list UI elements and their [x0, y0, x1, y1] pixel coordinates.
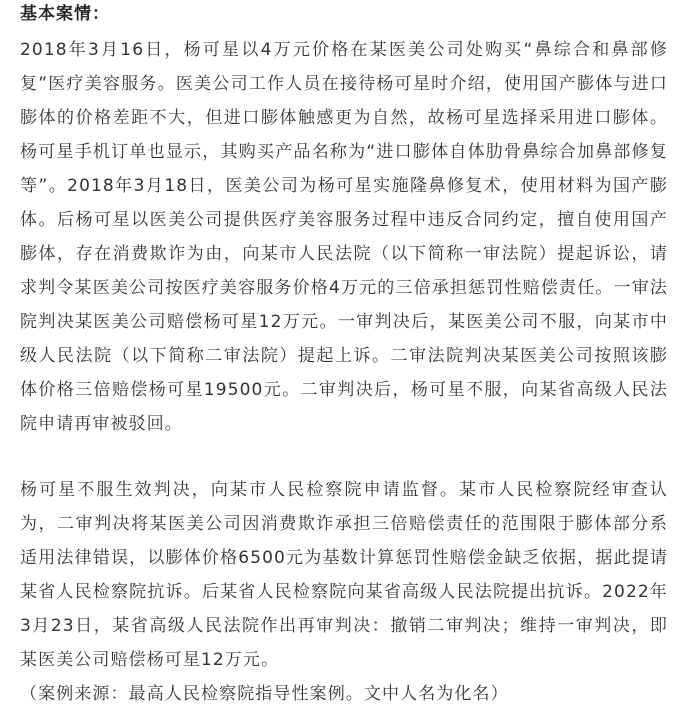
case-paragraph-1: 2018年3月16日，杨可星以4万元价格在某医美公司处购买“鼻综合和鼻部修复”医疗美容服务。医美公司工作人员在接待杨可星时介绍，使用国产膨体与进口膨体的价格差距不大，但进口膨体触感更为自然，故杨可星选择采用进口膨体。杨可星手机订单也显示，其购买产品名称为“进口膨体自体肋骨鼻综合加鼻部修复等”。2018年3月18日，医美公司为杨可星实施隆鼻修复术，使用材料为国产膨体。后杨可星以医美公司提供医疗美容服务过程中违反合同约定，擅自使用国产膨体，存在消费欺诈为由，向某市人民法院（以下简称一审法院）提起诉讼，请求判令某医美公司按医疗美容服务价格4万元的三倍承担惩罚性赔偿责任。一审法院判决某医美公司赔偿杨可星12万元。一审判决后，某医美公司不服，向某市中级人民法院（以下简称二审法院）提起上诉。二审法院判决某医美公司按照该膨体价格三倍赔偿杨可星19500元。二审判决后，杨可星不服，向某省高级人民法院申请再审被驳回。 [20, 40, 668, 434]
case-paragraph-2: 杨可星不服生效判决，向某市人民检察院申请监督。某市人民检察院经审查认为，二审判决将某医美公司因消费欺诈承担三倍赔偿责任的范围限于膨体部分系适用法律错误，以膨体价格6500元为基数计算惩罚性赔偿金缺乏依据，据此提请某省人民检察院抗诉。后某省人民检察院向某省高级人民法院提出抗诉。2022年3月23日，某省高级人民法院作出再审判决：撤销二审判决；维持一审判决，即某医美公司赔偿杨可星12万元。 [20, 480, 668, 670]
case-body [20, 33, 668, 677]
source-note: （案例来源：最高人民检察院指导性案例。文中人名为化名） [20, 684, 509, 704]
section-heading: 基本案情： [20, 4, 110, 24]
